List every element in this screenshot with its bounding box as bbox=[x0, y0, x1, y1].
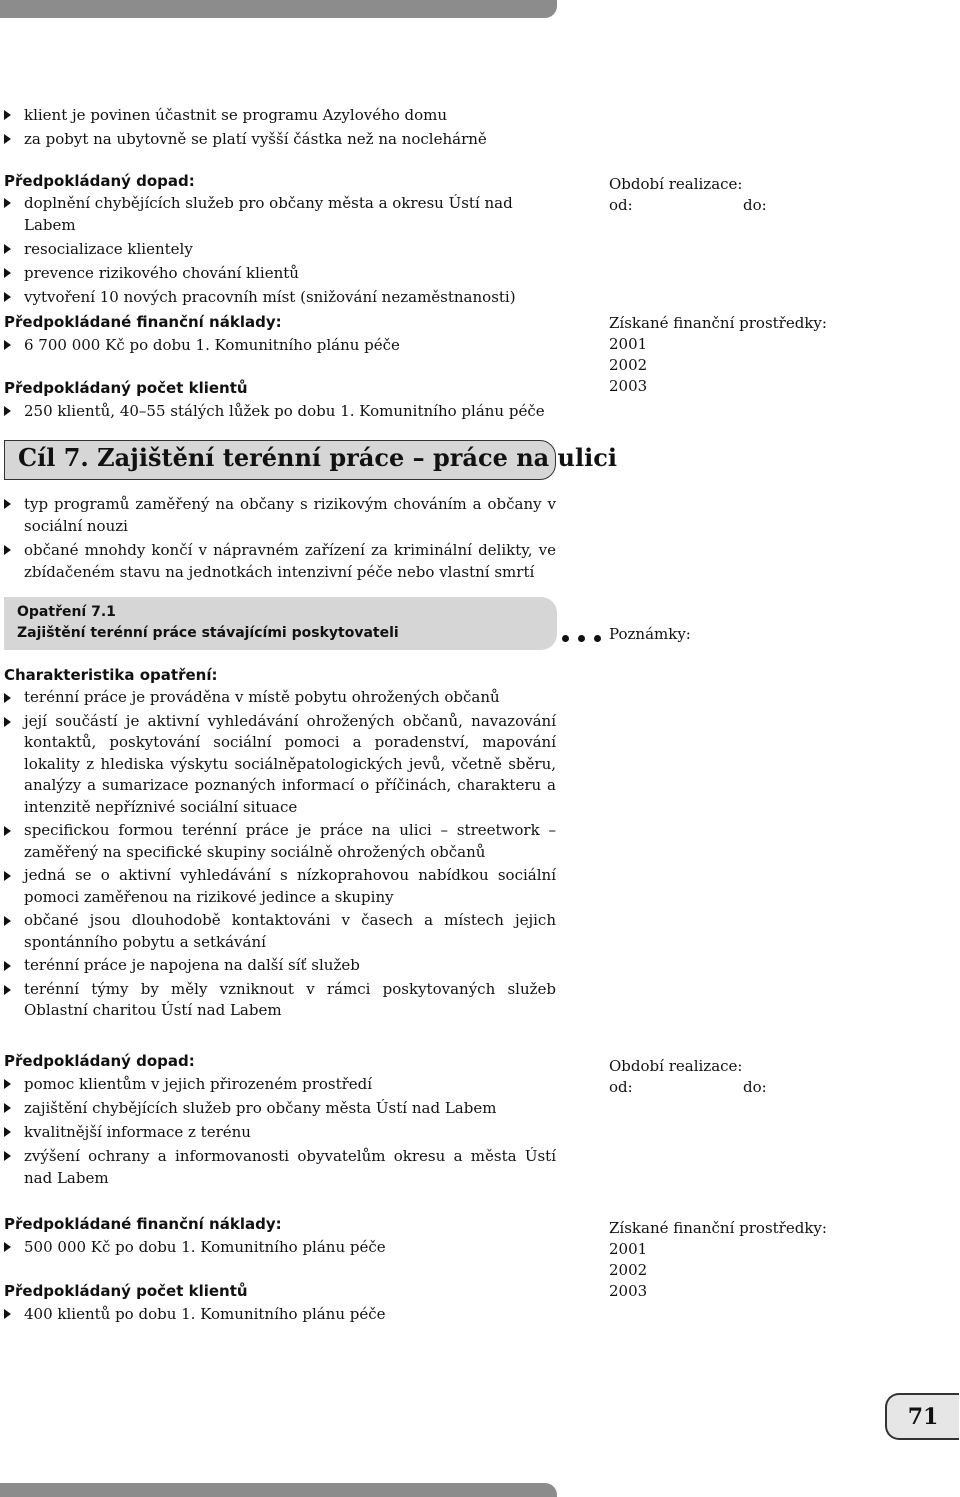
impact-section-2 bbox=[0, 1052, 556, 1191]
intro-list bbox=[0, 102, 560, 152]
list-item: jedná se o aktivní vyhledávání s nízkoprahovou nabídkou sociální pomoci zaměřenou na rizikové jedince a skupiny bbox=[0, 865, 556, 908]
list-item: terénní práce je prováděna v místě pobytu ohrožených občanů bbox=[0, 687, 556, 709]
list-item: 250 klientů, 40–55 stálých lůžek po dobu 1. Komunitního plánu péče bbox=[0, 400, 560, 422]
list-item: doplnění chybějících služeb pro občany města a okresu Ústí nad Labem bbox=[0, 192, 560, 236]
measure-number: Opatření 7.1 bbox=[17, 604, 116, 620]
list-item: 6 700 000 Kč po dobu 1. Komunitního plánu péče bbox=[0, 334, 560, 356]
period-section-2 bbox=[609, 1056, 949, 1098]
list-item: zvýšení ochrany a informovanosti obyvatelům okresu a města Ústí nad Labem bbox=[0, 1145, 556, 1189]
list-item: klient je povinen účastnit se programu Azylového domu bbox=[0, 104, 560, 126]
impact-section-1 bbox=[0, 172, 560, 310]
funds-label: Získané finanční prostředky: bbox=[609, 314, 827, 332]
to-label: do: bbox=[743, 196, 767, 214]
list-item: specifickou formou terénní práce je práce na ulici – streetwork – zaměřený na specifické skupiny sociálně ohrožených občanů bbox=[0, 820, 556, 863]
funds-section-1 bbox=[609, 313, 949, 397]
costs-list bbox=[0, 334, 560, 356]
impact-list bbox=[0, 192, 560, 308]
list-item: terénní práce je napojena na další síť služeb bbox=[0, 955, 556, 977]
section-title: Předpokládaný dopad: bbox=[4, 172, 195, 190]
section-title: Charakteristika opatření: bbox=[4, 666, 218, 684]
list-item: 400 klientů po dobu 1. Komunitního plánu péče bbox=[0, 1303, 560, 1325]
section-title: Předpokládaný počet klientů bbox=[4, 1282, 248, 1300]
section-title: Předpokládané finanční náklady: bbox=[4, 313, 282, 331]
period-label: Období realizace: bbox=[609, 175, 743, 193]
to-label: do: bbox=[743, 1078, 767, 1096]
funds-section-2 bbox=[609, 1218, 949, 1302]
dots-decor-icon bbox=[562, 627, 610, 646]
top-decor-bar bbox=[0, 0, 557, 18]
from-label: od: bbox=[609, 196, 633, 214]
list-item: její součástí je aktivní vyhledávání ohrožených občanů, navazování kontaktů, poskytování sociální pomoci a poradenství, mapování lokality z hlediska výskytu sociálněpatologických jevů, včetně sběru, analýzy a sumarizace poznaných informací o příčinách, charakteru a intenzitě nepříznivé sociální situace bbox=[0, 711, 556, 819]
list-item: kvalitnější informace z terénu bbox=[0, 1121, 556, 1143]
clients-list bbox=[0, 1303, 560, 1325]
clients-section-1 bbox=[0, 379, 560, 424]
year-item: 2001 bbox=[609, 1240, 648, 1258]
impact-list bbox=[0, 1073, 556, 1189]
costs-section-1 bbox=[0, 313, 560, 358]
section-title: Předpokládaný počet klientů bbox=[4, 379, 248, 397]
measure-heading bbox=[17, 602, 399, 644]
list-item: občané mnohdy končí v nápravném zařízení za kriminální delikty, ve zbídačeném stavu na jednotkách intenzivní péče nebo vlastní smrtí bbox=[0, 539, 556, 583]
year-item: 2003 bbox=[609, 1282, 648, 1300]
list-item: 500 000 Kč po dobu 1. Komunitního plánu péče bbox=[0, 1236, 560, 1258]
list-item: pomoc klientům v jejich přirozeném prostředí bbox=[0, 1073, 556, 1095]
year-item: 2002 bbox=[609, 1261, 648, 1279]
list-item: občané jsou dlouhodobě kontaktováni v časech a místech jejich spontánního pobytu a setkávání bbox=[0, 910, 556, 953]
characteristics-list bbox=[0, 687, 556, 1022]
list-item: vytvoření 10 nových pracovníh míst (snižování nezaměstnanosti) bbox=[0, 286, 560, 308]
list-item: typ programů zaměřený na občany s rizikovým chováním a občany v sociální nouzi bbox=[0, 493, 556, 537]
list-item: prevence rizikového chování klientů bbox=[0, 262, 560, 284]
goal-title: Cíl 7. Zajištění terénní práce – práce na ulici bbox=[18, 443, 617, 472]
list-item: za pobyt na ubytovně se platí vyšší částka než na noclehárně bbox=[0, 128, 560, 150]
clients-list bbox=[0, 400, 560, 422]
year-item: 2003 bbox=[609, 377, 648, 395]
period-label: Období realizace: bbox=[609, 1057, 743, 1075]
from-label: od: bbox=[609, 1078, 633, 1096]
costs-section-2 bbox=[0, 1215, 560, 1260]
bottom-decor-bar bbox=[0, 1483, 557, 1497]
list-item: resocializace klientely bbox=[0, 238, 560, 260]
costs-list bbox=[0, 1236, 560, 1258]
list-item: zajištění chybějících služeb pro občany města Ústí nad Labem bbox=[0, 1097, 556, 1119]
list-item: terénní týmy by měly vzniknout v rámci poskytovaných služeb Oblastní charitou Ústí nad Labem bbox=[0, 979, 556, 1022]
notes-label: Poznámky: bbox=[609, 625, 691, 643]
period-section-1 bbox=[609, 174, 949, 216]
year-item: 2002 bbox=[609, 356, 648, 374]
funds-label: Získané finanční prostředky: bbox=[609, 1219, 827, 1237]
section-title: Předpokládaný dopad: bbox=[4, 1052, 195, 1070]
section-title: Předpokládané finanční náklady: bbox=[4, 1215, 282, 1233]
clients-section-2 bbox=[0, 1282, 560, 1327]
page-number: 71 bbox=[885, 1393, 959, 1440]
characteristics-section bbox=[0, 666, 556, 1024]
measure-name: Zajištění terénní práce stávajícími poskytovateli bbox=[17, 625, 399, 641]
goal-list bbox=[0, 491, 556, 585]
year-item: 2001 bbox=[609, 335, 648, 353]
